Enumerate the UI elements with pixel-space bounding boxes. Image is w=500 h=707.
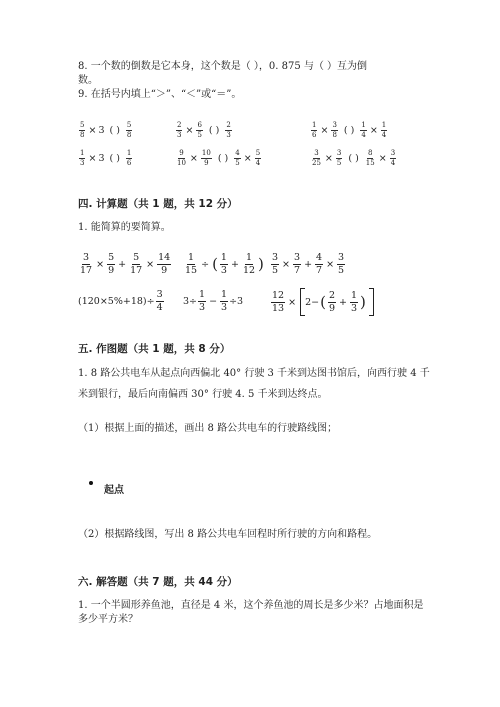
compare-r2-c1: $\frac{1}{3}$ × 3 ( ) $\frac{1}{6}$ <box>80 149 132 167</box>
q8-line1: 8. 一个数的倒数是它本身，这个数是（ ），0. 875 与（ ）互为倒 <box>78 61 368 72</box>
section4-q1: 1. 能简算的要简算。 <box>78 222 171 233</box>
fraction: $\frac{5}{8}$ <box>80 121 85 139</box>
answer-blank: ( ) <box>217 153 229 164</box>
section5-sub1: （1）根据上面的描述，画出 8 路公共电车的行驶路线图； <box>78 423 338 434</box>
calc-expr-5: 3÷ $\frac{1}{3}$ − $\frac{1}{3}$ ÷3 <box>183 289 244 313</box>
compare-r1-c2: $\frac{2}{3}$ × $\frac{6}{5}$ ( ) $\frac{2}{3}$ <box>177 121 231 139</box>
compare-r1-c3: $\frac{1}{6}$ × $\frac{3}{8}$ ( ) $\frac{1}{4}$ × $\frac{1}{4}$ <box>312 121 387 139</box>
section5-q1-line1: 1. 8 路公共电车从起点向西偏北 40° 行驶 3 千米到达图书馆后，向西行驶 4 千 <box>78 368 430 379</box>
compare-r1-c1: $\frac{5}{8}$ × 3 ( ) $\frac{5}{8}$ <box>80 121 132 139</box>
calc-expr-3: $\frac{3}{5}$ × $\frac{3}{7}$ + $\frac{4}{7}$ × $\frac{3}{5}$ <box>272 252 345 276</box>
calc-expr-1: $\frac{3}{17}$ × $\frac{5}{9}$ + $\frac{5}{17}$ × $\frac{14}{9}$ <box>80 252 171 276</box>
answer-blank: ( ) <box>109 153 120 164</box>
section5-q1-line2: 米到银行，最后向南偏西 30° 行驶 4. 5 千米到达终点。 <box>78 389 328 400</box>
calc-expr-4: (120×5%+18)÷ $\frac{3}{4}$ <box>78 289 163 313</box>
compare-r2-c3: $\frac{3}{25}$ × $\frac{3}{5}$ ( ) $\frac{8}{15}$ × $\frac{3}{4}$ <box>312 149 396 167</box>
section6-q1-line2: 多少平方米？ <box>78 614 138 625</box>
answer-blank: ( ) <box>343 125 355 136</box>
q8-line2: 数。 <box>78 75 98 86</box>
q9-text: 9. 在括号内填上“＞”、“＜”或“＝”。 <box>78 89 242 100</box>
section5-sub2: （2）根据路线图，写出 8 路公共电车回程时所行驶的方向和路程。 <box>78 529 378 540</box>
section5-heading: 五. 作图题（共 1 题，共 8 分） <box>78 343 231 355</box>
section6-q1-line1: 1. 一个半圆形养鱼池，直径是 4 米，这个养鱼池的周长是多少米？占地面积是 <box>78 600 424 611</box>
calc-expr-6: $\frac{12}{13}$ × 2− ( $\frac{2}{9}$ + $\frac{1}{3}$ ) <box>270 288 374 316</box>
start-point-dot <box>89 481 93 485</box>
answer-blank: ( ) <box>109 125 120 136</box>
section4-heading: 四. 计算题（共 1 题，共 12 分） <box>78 198 238 210</box>
answer-blank: ( ) <box>208 125 220 136</box>
compare-r2-c2: $\frac{9}{10}$ × $\frac{10}{9}$ ( ) $\frac{4}{5}$ × $\frac{5}{4}$ <box>177 149 261 167</box>
answer-blank: ( ) <box>348 153 359 164</box>
calc-expr-2: $\frac{1}{15}$ ÷ ( $\frac{1}{3}$ + $\frac{1}{12}$ ) <box>185 252 264 276</box>
section6-heading: 六. 解答题（共 7 题，共 44 分） <box>78 576 238 588</box>
start-point-label: 起点 <box>104 485 124 496</box>
